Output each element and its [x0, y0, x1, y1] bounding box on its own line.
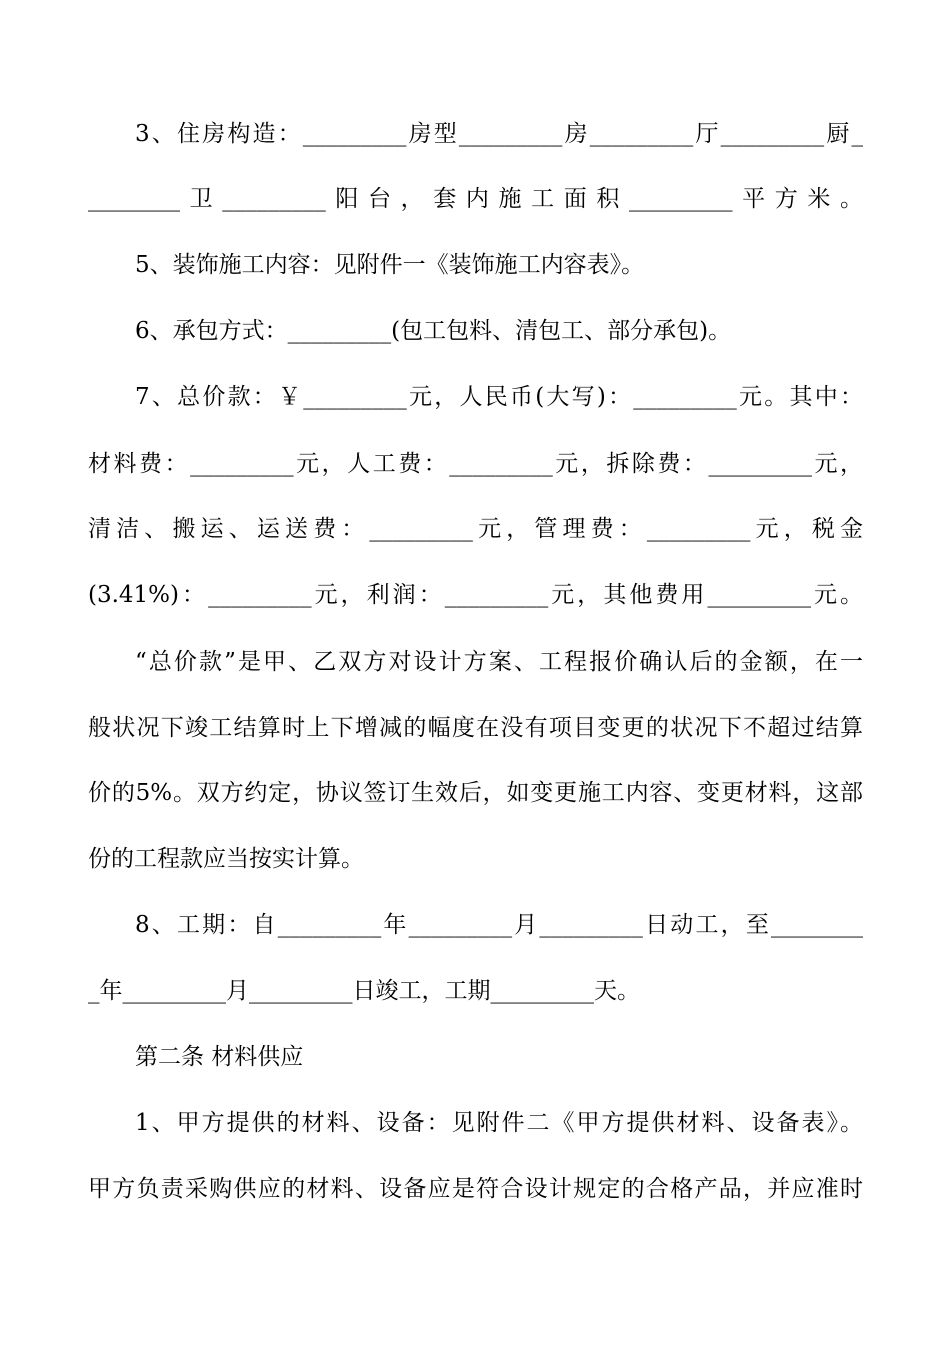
- clause-total-price-fees-3: (3.41%)：_________元，利润：_________元，其他费用_________元。: [88, 582, 863, 608]
- paragraph-total-price-definition-cont-3: 份的工程款应当按实计算。: [88, 846, 364, 872]
- paragraph-total-price-definition-cont-1: 般状况下竣工结算时上下增减的幅度在没有项目变更的状况下不超过结算: [88, 715, 863, 741]
- paragraph-total-price-definition: “总价款”是甲、乙双方对设计方案、工程报价确认后的金额，在一: [135, 649, 863, 675]
- clause-construction-period-cont: _年_________月_________日竣工，工期_________天。: [88, 978, 640, 1004]
- paragraph-total-price-definition-cont-2: 价的5%。双方约定，协议签订生效后，如变更施工内容、变更材料，这部: [88, 780, 863, 806]
- clause-party-a-materials: 1、甲方提供的材料、设备：见附件二《甲方提供材料、设备表》。: [135, 1110, 863, 1136]
- clause-construction-period: 8、工期：自_________年_________月_________日动工，至________: [135, 912, 863, 938]
- clause-party-a-materials-cont: 甲方负责采购供应的材料、设备应是符合设计规定的合格产品，并应准时: [88, 1176, 863, 1202]
- clause-total-price-fees-2: 清洁、搬运、运送费：_________元，管理费：_________元，税金: [88, 516, 863, 542]
- clause-total-price: 7、总价款：￥_________元，人民币(大写)：_________元。其中：: [135, 384, 863, 410]
- clause-housing-structure-cont: ________卫_________阳台，套内施工面积_________平方米。: [88, 186, 863, 212]
- clause-housing-structure: 3、住房构造：_________房型_________房_________厅_________厨_: [135, 121, 863, 147]
- clause-decoration-content: 5、装饰施工内容：见附件一《装饰施工内容表》。: [135, 252, 645, 278]
- clause-total-price-fees-1: 材料费：_________元，人工费：_________元，拆除费：_________元，: [88, 451, 863, 477]
- article-two-heading: 第二条 材料供应: [135, 1044, 304, 1070]
- clause-contract-method: 6、承包方式：_________(包工包料、清包工、部分承包)。: [135, 318, 732, 344]
